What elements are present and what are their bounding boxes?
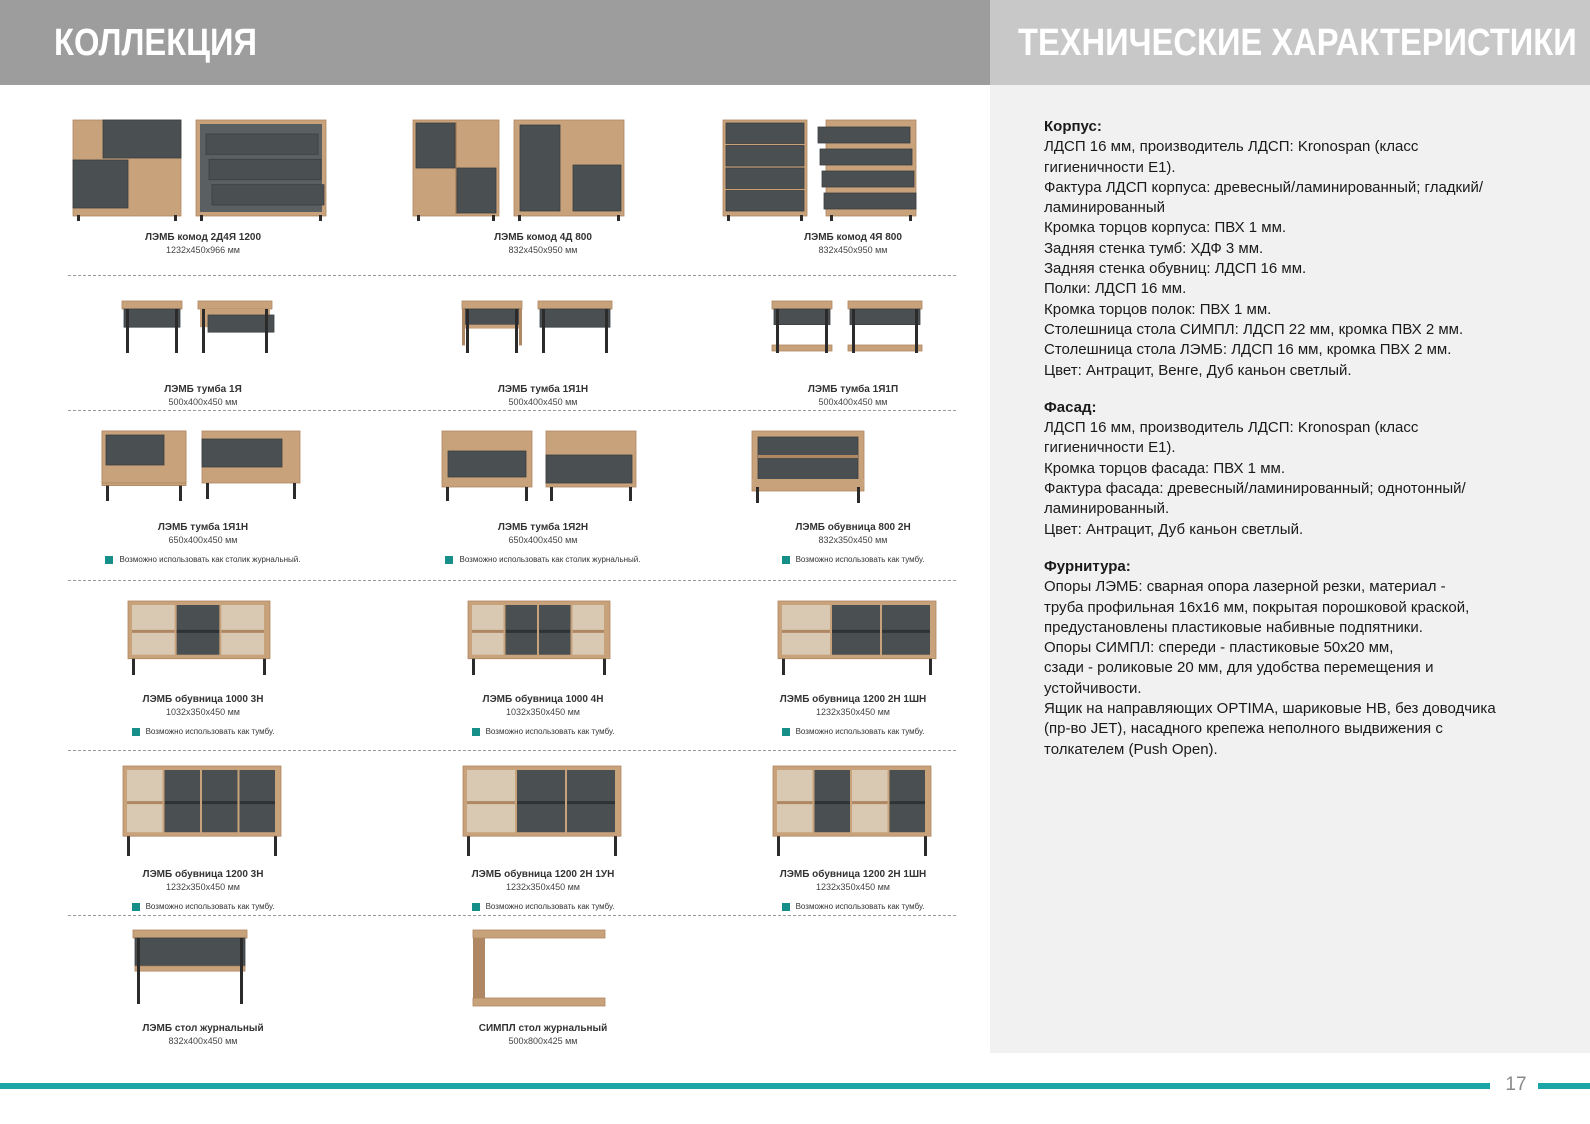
tech-line: Столешница стола СИМПЛ: ЛДСП 22 мм, кромка ПВХ 2 мм. [1044, 320, 1464, 338]
note-text: Возможно использовать как столик журнальный. [119, 555, 301, 564]
footer-line [0, 1083, 1490, 1089]
product-name: ЛЭМБ обувница 1000 4Н [482, 694, 604, 705]
tech-line: ламинированный [1044, 199, 1166, 217]
tech-section-title: Корпус: [1044, 118, 1102, 135]
product-illustration [463, 920, 623, 1014]
product-illustration [123, 920, 283, 1014]
page-number: 17 [1505, 1074, 1527, 1095]
product-card [378, 920, 708, 1047]
product-card [688, 425, 1018, 569]
product-dimensions: 1032х350х450 мм [166, 707, 240, 717]
product-dimensions: 500х400х450 мм [508, 397, 578, 407]
product-card [38, 760, 368, 916]
product-dimensions: 1232х350х450 мм [166, 882, 240, 892]
note-text: Возможно использовать как тумбу. [795, 555, 925, 564]
tech-line: Задняя стенка тумб: ХДФ 3 мм. [1044, 239, 1264, 257]
product-note [782, 554, 925, 565]
product-illustration [758, 295, 948, 375]
product-dimensions: 650х400х450 мм [168, 535, 238, 545]
product-card [378, 760, 708, 916]
product-name: СИМПЛ стол журнальный [478, 1023, 608, 1034]
product-dimensions: 1032х350х450 мм [506, 707, 580, 717]
tech-line: Цвет: Антрацит, Венге, Дуб каньон светлый. [1044, 361, 1352, 379]
product-dimensions: 1232х450х966 мм [166, 245, 240, 255]
product-name: ЛЭМБ тумба 1Я1Н [157, 522, 249, 533]
note-marker-icon [472, 728, 480, 736]
product-name: ЛЭМБ обувница 1200 2Н 1ШН [779, 694, 927, 705]
product-illustration [763, 760, 943, 860]
product-name: ЛЭМБ обувница 1200 2Н 1УН [471, 869, 615, 880]
tech-section-title: Фасад: [1044, 398, 1097, 416]
product-card [688, 295, 1018, 408]
tech-specs-title: ТЕХНИЧЕСКИЕ ХАРАКТЕРИСТИКИ [1018, 22, 1577, 64]
note-text: Возможно использовать как тумбу. [145, 727, 275, 736]
product-card [38, 595, 368, 741]
tech-specs-text [1044, 117, 1544, 777]
tech-line: Цвет: Антрацит, Дуб каньон светлый. [1044, 520, 1304, 538]
product-name: ЛЭМБ тумба 1Я1П [807, 384, 899, 395]
product-name: ЛЭМБ обувница 1200 2Н 1ШН [779, 869, 927, 880]
tech-section-title: Фурнитура: [1044, 557, 1131, 575]
product-dimensions: 500х800х425 мм [508, 1036, 578, 1046]
tech-line: ЛДСП 16 мм, производитель ЛДСП: Kronospan (класс [1044, 138, 1419, 156]
note-marker-icon [132, 728, 140, 736]
tech-line: Опоры СИМПЛ: спереди - пластиковые 50х20 мм, [1044, 639, 1394, 657]
product-dimensions: 1232х350х450 мм [816, 882, 890, 892]
note-text: Возможно использовать как тумбу. [485, 727, 615, 736]
product-note [472, 901, 615, 912]
product-dimensions: 832х350х450 мм [818, 535, 888, 545]
product-illustration [453, 760, 633, 860]
product-card [38, 295, 368, 408]
tech-line: (пр-во JET), насадного крепежа неполного выдвижения с [1044, 720, 1443, 738]
note-marker-icon [782, 556, 790, 564]
product-illustration [448, 295, 638, 375]
product-name: ЛЭМБ тумба 1Я2Н [497, 522, 589, 533]
note-text: Возможно использовать как столик журнальный. [459, 555, 641, 564]
note-text: Возможно использовать как тумбу. [795, 902, 925, 911]
tech-line: Кромка торцов полок: ПВХ 1 мм. [1044, 300, 1272, 318]
tech-line: сзади - роликовые 20 мм, для удобства перемещения и [1044, 659, 1434, 677]
tech-line: Столешница стола ЛЭМБ: ЛДСП 16 мм, кромка ПВХ 2 мм. [1044, 341, 1452, 359]
product-note [105, 554, 300, 565]
note-marker-icon [445, 556, 453, 564]
product-illustration [68, 115, 338, 223]
product-dimensions: 832х450х950 мм [508, 245, 578, 255]
header-left-bar [0, 0, 990, 85]
product-card [688, 760, 1018, 916]
product-name: ЛЭМБ комод 2Д4Я 1200 [144, 232, 262, 243]
product-name: ЛЭМБ обувница 800 2Н [795, 522, 911, 533]
product-dimensions: 650х400х450 мм [508, 535, 578, 545]
product-name: ЛЭМБ комод 4Я 800 [804, 232, 902, 243]
header-right-bar [990, 0, 1590, 85]
product-note [472, 726, 615, 737]
tech-section [1044, 117, 1544, 381]
product-illustration [434, 425, 652, 513]
product-card [38, 920, 368, 1047]
row-separator [68, 750, 956, 751]
tech-line: толкателем (Push Open). [1044, 740, 1218, 758]
tech-section [1044, 557, 1544, 760]
tech-line: гигиеничности Е1). [1044, 158, 1176, 176]
collection-title: КОЛЛЕКЦИЯ [54, 22, 258, 64]
product-illustration [113, 760, 293, 860]
tech-line: труба профильная 16х16 мм, покрытая порошковой краской, [1044, 598, 1470, 616]
row-separator [68, 410, 956, 411]
product-dimensions: 832х400х450 мм [168, 1036, 238, 1046]
product-dimensions: 1232х350х450 мм [816, 707, 890, 717]
note-text: Возможно использовать как тумбу. [485, 902, 615, 911]
product-card [38, 115, 368, 256]
product-name: ЛЭМБ комод 4Д 800 [494, 232, 592, 243]
product-note [782, 901, 925, 912]
tech-section [1044, 398, 1544, 540]
product-dimensions: 500х400х450 мм [818, 397, 888, 407]
tech-line: ЛДСП 16 мм, производитель ЛДСП: Kronospan (класс [1044, 419, 1419, 437]
product-card [378, 425, 708, 569]
product-dimensions: 832х450х950 мм [818, 245, 888, 255]
tech-line: Ящик на направляющих OPTIMA, шариковые НВ, без доводчика [1044, 700, 1496, 718]
product-note [132, 726, 275, 737]
product-name: ЛЭМБ обувница 1000 3Н [142, 694, 264, 705]
product-name: ЛЭМБ стол журнальный [142, 1023, 264, 1034]
product-card [378, 115, 708, 256]
product-card [38, 425, 368, 569]
product-card [688, 115, 1018, 256]
product-dimensions: 1232х350х450 мм [506, 882, 580, 892]
tech-line: Задняя стенка обувниц: ЛДСП 16 мм. [1044, 260, 1307, 278]
note-text: Возможно использовать как тумбу. [795, 727, 925, 736]
note-marker-icon [472, 903, 480, 911]
tech-line: устойчивости. [1044, 679, 1142, 697]
tech-line: предустановлены пластиковые набивные подпятники. [1044, 618, 1423, 636]
product-card [688, 595, 1018, 741]
product-grid [0, 85, 990, 1055]
note-marker-icon [782, 903, 790, 911]
footer-line-right [1538, 1083, 1590, 1089]
tech-line: Кромка торцов корпуса: ПВХ 1 мм. [1044, 219, 1287, 237]
tech-line: ламинированный. [1044, 500, 1170, 518]
tech-line: Фактура ЛДСП корпуса: древесный/ламинированный; гладкий/ [1044, 178, 1484, 196]
product-illustration [744, 425, 962, 513]
product-illustration [768, 595, 938, 685]
product-illustration [94, 425, 312, 513]
note-marker-icon [132, 903, 140, 911]
tech-line: гигиеничности Е1). [1044, 439, 1176, 457]
tech-line: Кромка торцов фасада: ПВХ 1 мм. [1044, 459, 1285, 477]
note-marker-icon [782, 728, 790, 736]
product-illustration [458, 595, 628, 685]
row-separator [68, 580, 956, 581]
product-illustration [108, 295, 298, 375]
tech-line: Опоры ЛЭМБ: сварная опора лазерной резки, материал - [1044, 578, 1446, 596]
product-illustration [408, 115, 678, 223]
row-separator [68, 275, 956, 276]
product-note [782, 726, 925, 737]
product-illustration [118, 595, 288, 685]
product-note [445, 554, 640, 565]
tech-line: Полки: ЛДСП 16 мм. [1044, 280, 1187, 298]
product-dimensions: 500х400х450 мм [168, 397, 238, 407]
tech-line: Фактура фасада: древесный/ламинированный; однотонный/ [1044, 480, 1466, 498]
product-name: ЛЭМБ тумба 1Я [164, 384, 242, 395]
product-name: ЛЭМБ тумба 1Я1Н [497, 384, 589, 395]
note-text: Возможно использовать как тумбу. [145, 902, 275, 911]
product-note [132, 901, 275, 912]
note-marker-icon [105, 556, 113, 564]
product-card [378, 595, 708, 741]
product-name: ЛЭМБ обувница 1200 3Н [142, 869, 264, 880]
product-illustration [718, 115, 988, 223]
product-card [378, 295, 708, 408]
